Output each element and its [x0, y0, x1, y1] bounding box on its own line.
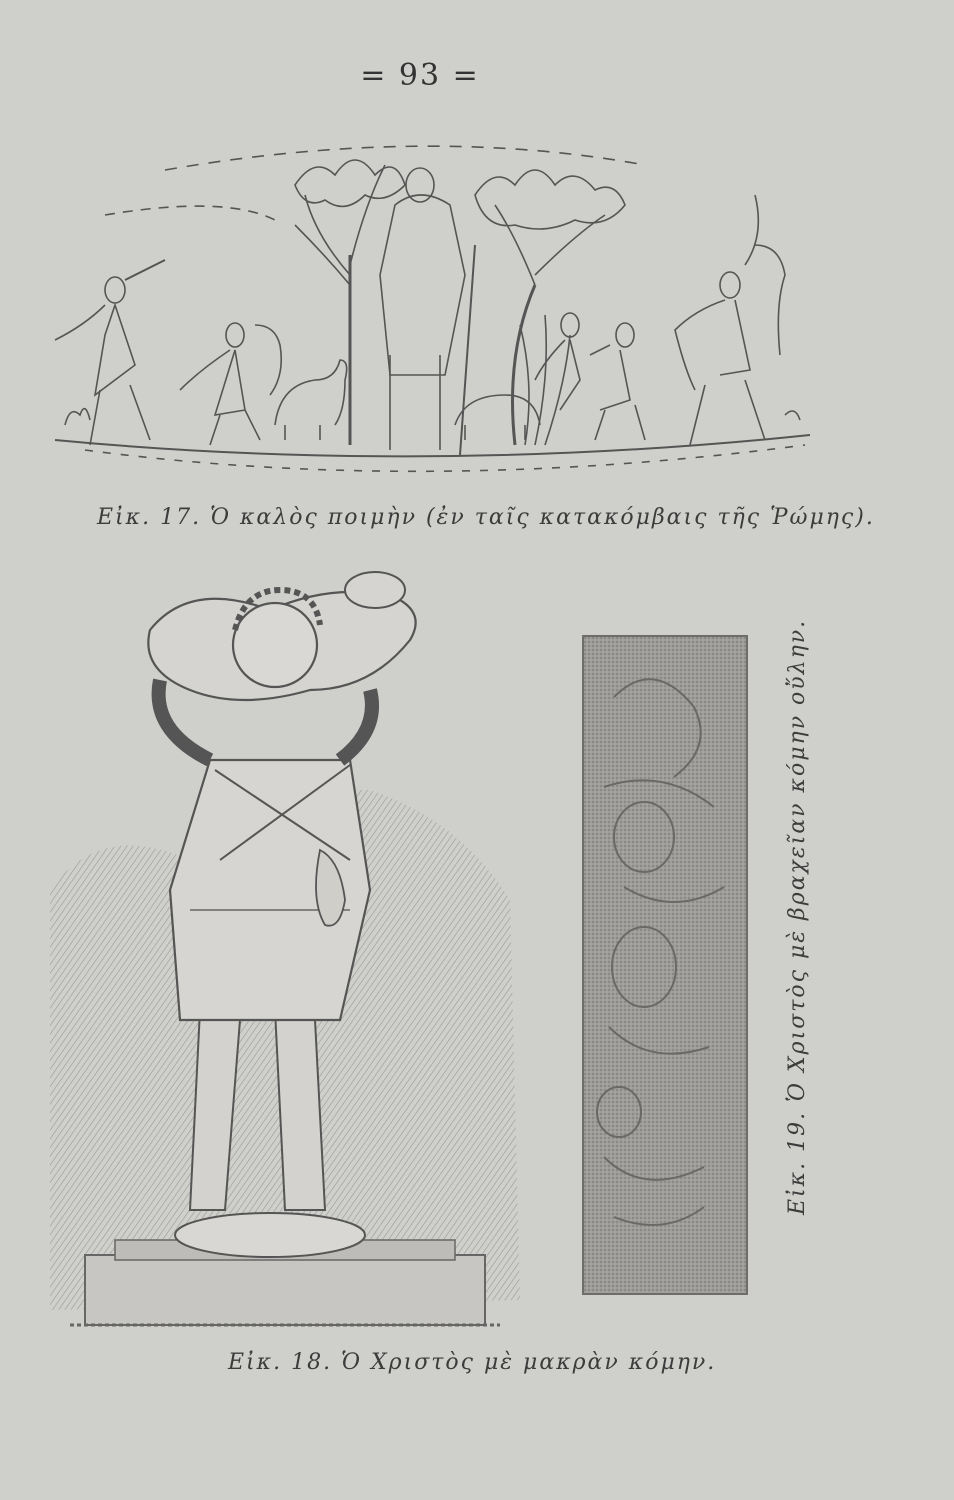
figure-18-caption: Εἰκ. 18. Ὁ Χριστὸς μὲ μακρὰν κόμην. — [228, 1350, 717, 1375]
figure-19-mosaic-panel — [582, 635, 748, 1295]
figure-17-caption: Εἰκ. 17. Ὁ καλὸς ποιμὴν (ἐν ταῖς κατακόμβαις τῆς Ῥώμης). — [97, 505, 875, 530]
figure-18-statue-engraving — [40, 560, 530, 1350]
page-number: = 93 = — [360, 58, 480, 93]
figure-17-good-shepherd-drawing — [45, 125, 810, 495]
figure-19-caption: Εἰκ. 19. Ὁ Χριστὸς μὲ βραχεῖαν κόμην οὔλην. — [785, 618, 810, 1215]
